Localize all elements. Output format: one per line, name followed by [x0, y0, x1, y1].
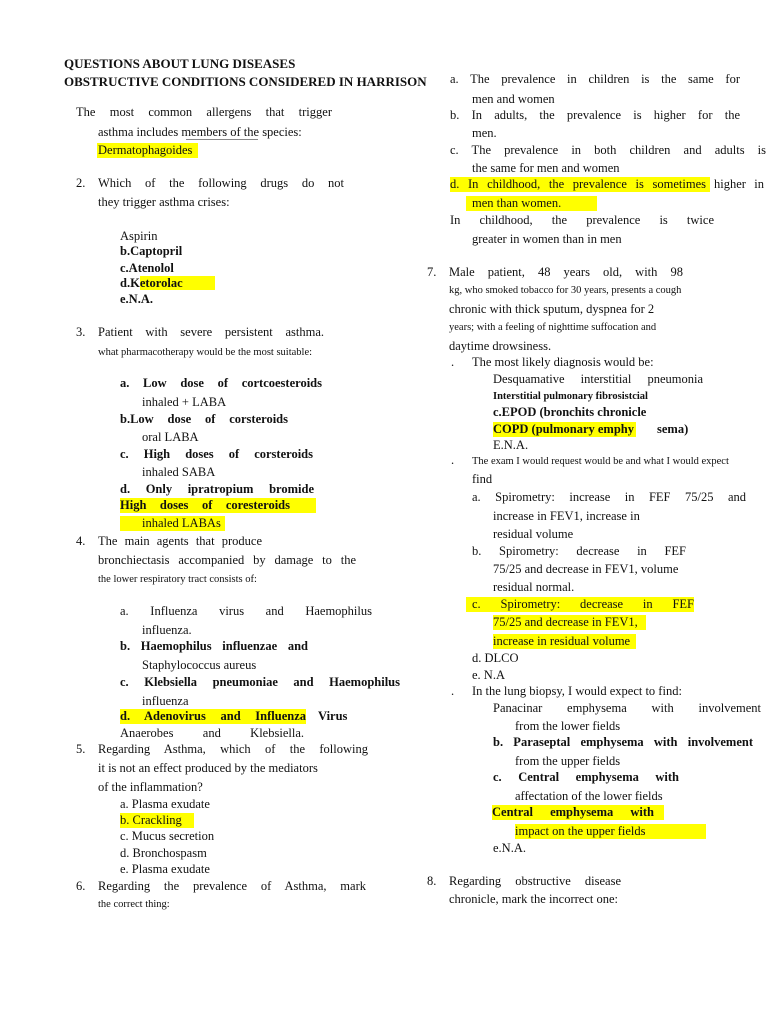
q4-number: 4.	[76, 534, 86, 548]
q7-sub2-option-b: b. Spirometry: decrease in FEF	[472, 544, 686, 558]
q5-number: 5.	[76, 742, 86, 756]
q5-option-c: c. Mucus secretion	[120, 829, 215, 843]
q3-number: 3.	[76, 325, 86, 339]
q7-sub3-stem: In the lung biopsy, I would expect to find:	[472, 684, 682, 698]
q4-option-e: Anaerobes and Klebsiella.	[120, 726, 304, 740]
q4-option-b: b. Haemophilus influenzae and	[120, 639, 308, 653]
q3-text-line2: what pharmacotherapy would be the most suitable:	[98, 347, 313, 358]
q4-text-line1: The main agents that produce	[98, 534, 262, 548]
q6-option-c-cont: the same for men and women	[472, 161, 620, 175]
q7-number: 7.	[427, 265, 437, 279]
q1-text-line2: asthma includes members of the species:	[98, 125, 302, 139]
q6-option-d-tail: higher in	[714, 177, 764, 191]
q7-text-line2: kg, who smoked tobacco for 30 years, presents a cough	[449, 285, 682, 296]
q6-number: 6.	[76, 879, 86, 893]
q2-text-line2: they trigger asthma crises:	[98, 195, 230, 209]
q7-sub2-option-e: e. N.A	[472, 668, 505, 682]
q6-text-line1: Regarding the prevalence of Asthma, mark	[98, 879, 366, 893]
q7-sub2-option-c-highlight: c. Spirometry: decrease in FEF	[466, 597, 694, 612]
q7-sub1-option-d-highlight: COPD (pulmonary emphy	[493, 422, 634, 436]
q7-sub3-option-b-cont: from the upper fields	[515, 754, 621, 768]
q7-sub2-option-a-cont1: increase in FEV1, increase in	[493, 509, 640, 523]
q8-text-line2: chronicle, mark the incorrect one:	[449, 892, 619, 906]
q5-option-b-highlight: b. Crackling	[120, 813, 194, 828]
q2-option-a: Aspirin	[120, 229, 158, 243]
q6-option-e-cont: greater in women than in men	[472, 232, 622, 246]
q2-number: 2.	[76, 176, 86, 190]
bullet-dot: .	[451, 355, 455, 369]
q5-text-line2: it is not an effect produced by the mediators	[98, 761, 318, 775]
underline-mark	[186, 139, 258, 140]
q7-text-line3: chronic with thick sputum, dyspnea for 2	[449, 302, 655, 316]
q7-text-line4: years; with a feeling of nighttime suffocation and	[449, 322, 657, 333]
q3-option-a: a. Low dose of cortcoesteroids	[120, 376, 322, 390]
doc-title: QUESTIONS ABOUT LUNG DISEASES	[64, 56, 296, 71]
q4-option-a: a. Influenza virus and Haemophilus	[120, 604, 372, 618]
q7-sub3-option-b: b. Paraseptal emphysema with involvement	[493, 735, 753, 749]
q6-option-e: In childhood, the prevalence is twice	[450, 213, 714, 227]
q7-sub3-option-a: Panacinar emphysema with involvement	[493, 701, 761, 715]
q6-option-d-cont-highlight: men than women.	[466, 196, 597, 211]
q2-option-d: d.Ketorolac	[120, 276, 215, 291]
q7-sub1-option-c: c.EPOD (bronchits chronicle	[493, 405, 647, 419]
q7-sub3-option-e: e.N.A.	[493, 841, 526, 855]
q4-option-b-cont: Staphylococcus aureus	[142, 658, 257, 672]
q7-sub2-stem: The exam I would request would be and what I would expect	[472, 456, 729, 467]
q7-sub3-option-a-cont: from the lower fields	[515, 719, 621, 733]
q4-option-c: c. Klebsiella pneumoniae and Haemophilus	[120, 675, 400, 689]
q5-option-a: a. Plasma exudate	[120, 797, 210, 811]
q3-option-e-highlight: High doses of coresteroids	[120, 498, 316, 513]
q1-text-line1: The most common allergens that trigger	[76, 105, 332, 119]
q5-option-e: e. Plasma exudate	[120, 862, 210, 876]
q7-sub1-option-d-tail: sema)	[657, 422, 689, 436]
q1-answer-highlight: Dermatophagoides	[97, 143, 198, 158]
doc-subtitle: OBSTRUCTIVE CONDITIONS CONSIDERED IN HARRISON	[64, 74, 427, 89]
q6-option-d-highlight: d. In childhood, the prevalence is sometimes	[450, 177, 710, 192]
q8-number: 8.	[427, 874, 437, 888]
q7-sub1-option-a: Desquamative interstitial pneumonia	[493, 372, 703, 386]
q4-option-d-highlight: d. Adenovirus and Influenza	[120, 709, 306, 723]
q7-text-line5: daytime drowsiness.	[449, 339, 552, 353]
q7-sub1-stem: The most likely diagnosis would be:	[472, 355, 654, 369]
q7-sub1-option-e: E.N.A.	[493, 438, 529, 452]
q7-sub2-option-c-cont2-highlight: increase in residual volume	[493, 634, 636, 649]
q7-sub2-option-a: a. Spirometry: increase in FEF 75/25 and	[472, 490, 746, 504]
q4-text-line3: the lower respiratory tract consists of:	[98, 574, 257, 585]
q7-sub2-option-d: d. DLCO	[472, 651, 519, 665]
q2-option-c: c.Atenolol	[120, 261, 174, 275]
q6-option-b: b. In adults, the prevalence is higher for the	[450, 108, 740, 122]
q2-text-line1: Which of the following drugs do not	[98, 176, 344, 190]
q7-sub3-option-c: c. Central emphysema with	[493, 770, 679, 784]
q4-option-a-cont: influenza.	[142, 623, 192, 637]
q7-text-line1: Male patient, 48 years old, with 98	[449, 265, 683, 279]
q2-option-b: b.Captopril	[120, 244, 183, 258]
q3-option-b: b.Low dose of corsteroids	[120, 412, 288, 426]
q6-option-a: a. The prevalence in children is the same for	[450, 72, 740, 86]
q7-sub2-option-a-cont2: residual volume	[493, 527, 574, 541]
q7-sub3-option-c-cont: affectation of the lower fields	[515, 789, 663, 803]
q6-option-c: c. The prevalence in both children and adults is	[450, 143, 766, 157]
q7-sub2-option-b-cont1: 75/25 and decrease in FEV1, volume	[493, 562, 679, 576]
q3-option-c: c. High doses of corsteroids	[120, 447, 313, 461]
q7-sub2-option-b-cont2: residual normal.	[493, 580, 575, 594]
q2-option-e: e.N.A.	[120, 292, 153, 306]
q4-text-line2: bronchiectasis accompanied by damage to the	[98, 553, 356, 567]
q5-option-d: d. Bronchospasm	[120, 846, 207, 860]
q6-option-a-cont: men and women	[472, 92, 555, 106]
q3-option-e-cont-highlight: inhaled LABAs	[120, 516, 225, 531]
q5-text-line3: of the inflammation?	[98, 780, 203, 794]
q3-option-b-cont: oral LABA	[142, 430, 199, 444]
q7-sub3-option-d-highlight: Central emphysema with	[492, 805, 664, 820]
bullet-dot: .	[451, 453, 455, 467]
q3-text-line1: Patient with severe persistent asthma.	[98, 325, 324, 339]
q7-sub2-stem-cont: find	[472, 472, 493, 486]
bullet-dot: .	[451, 684, 455, 698]
q3-option-a-cont: inhaled + LABA	[142, 395, 227, 409]
q7-sub2-option-c-cont1-highlight: 75/25 and decrease in FEV1,	[493, 615, 646, 630]
q8-text-line1: Regarding obstructive disease	[449, 874, 621, 888]
q6-text-line2: the correct thing:	[98, 899, 170, 910]
q4-option-c-cont: influenza	[142, 694, 189, 708]
q6-option-b-cont: men.	[472, 126, 497, 140]
q7-sub1-option-b: Interstitial pulmonary fibrosistcial	[493, 391, 648, 402]
q4-option-d-tail: Virus	[318, 709, 348, 723]
q3-option-c-cont: inhaled SABA	[142, 465, 216, 479]
q3-option-d: d. Only ipratropium bromide	[120, 482, 314, 496]
q7-sub3-option-d-cont-highlight: impact on the upper fields	[515, 824, 706, 839]
q5-text-line1: Regarding Asthma, which of the following	[98, 742, 368, 756]
